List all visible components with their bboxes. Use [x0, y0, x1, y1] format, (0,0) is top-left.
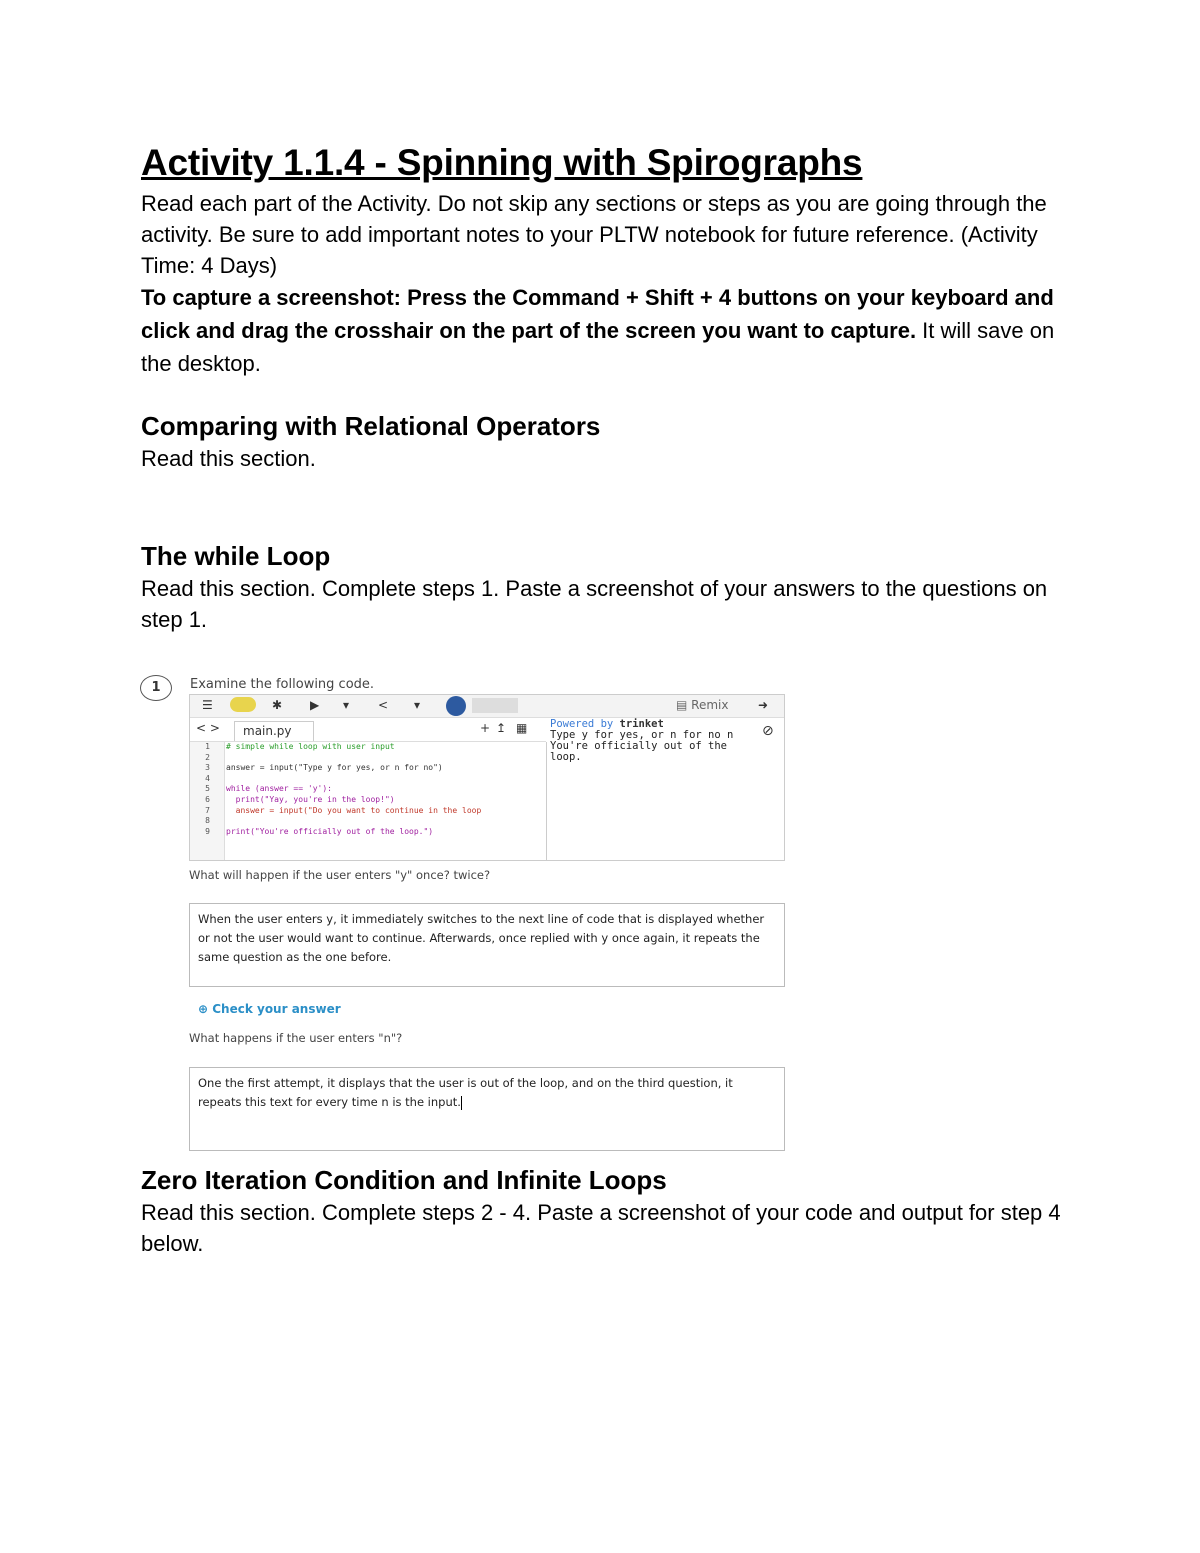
document-body-lower: [141, 1163, 1071, 1259]
section-text-zero-iteration: Read this section. Complete steps 2 - 4. Paste a screenshot of your code and output for step 4 below.: [141, 1200, 1061, 1256]
code-line: 4: [205, 773, 210, 783]
output-panel: [550, 719, 780, 763]
login-icon[interactable]: ➜: [758, 698, 769, 712]
screenshot-instructions-bold: To capture a screenshot: Press the Command + Shift + 4 buttons on your keyboard and click and drag the crosshair on the part of the screen you want to capture.: [141, 285, 1054, 343]
answer-1-textarea[interactable]: When the user enters y, it immediately switches to the next line of code that is displayed whether or not the user would want to continue. Afterwards, once replied with y once again, it repeats the same question as the one before.: [189, 903, 785, 987]
code-line: 9 print("You're officially out of the loop."): [205, 826, 434, 836]
section-text-relational: Read this section.: [141, 446, 316, 471]
upload-icon[interactable]: ↥: [496, 721, 507, 735]
text-cursor: [461, 1096, 462, 1110]
code-line: 3 answer = input("Type y for yes, or n for no"): [205, 763, 443, 773]
answer-2-text: One the first attempt, it displays that the user is out of the loop, and on the third question, it repeats this text for every time n is the input.: [198, 1076, 733, 1109]
question-1: What will happen if the user enters "y" once? twice?: [189, 868, 491, 882]
code-editor[interactable]: [190, 742, 547, 860]
section-heading-relational: Comparing with Relational Operators: [141, 411, 601, 441]
python-logo-icon[interactable]: [230, 697, 256, 712]
section-heading-while-loop: The while Loop: [141, 541, 331, 571]
screenshot-instructions: [141, 281, 1071, 380]
screenshot-instructions-tail: It will save on the desktop.: [141, 318, 1055, 376]
page-title: Activity 1.1.4 - Spinning with Spirographs: [141, 142, 863, 183]
bug-icon[interactable]: ✱: [272, 698, 283, 712]
file-tab-bar: [190, 718, 546, 742]
section-text-while-loop: Read this section. Complete steps 1. Paste a screenshot of your answers to the questions on step 1.: [141, 576, 1048, 632]
step-number-badge: 1: [140, 675, 172, 701]
chevron-down-icon[interactable]: ▾: [343, 698, 350, 712]
code-line: 8: [205, 816, 210, 826]
check-answer-label: Check your answer: [212, 1002, 341, 1016]
chevron-down-icon[interactable]: ▾: [414, 698, 421, 712]
code-line: 6 print("Yay, you're in the loop!"): [205, 795, 395, 804]
examine-text: Examine the following code.: [190, 677, 375, 692]
remix-label: Remix: [691, 698, 729, 712]
powered-by-label: Powered by: [550, 718, 614, 730]
editor-toolbar: [190, 695, 784, 718]
menu-icon[interactable]: ☰: [202, 698, 213, 712]
add-file-icon[interactable]: +: [480, 721, 491, 735]
check-answer-link[interactable]: ⊕ Check your answer: [198, 1002, 341, 1016]
toggle-switch[interactable]: [472, 698, 518, 713]
section-heading-zero-iteration: Zero Iteration Condition and Infinite Loops: [141, 1165, 667, 1195]
tab-main-py[interactable]: main.py: [234, 721, 314, 741]
trinket-logo: trinket: [619, 718, 664, 730]
intro-paragraph: Read each part of the Activity. Do not skip any sections or steps as you are going through the activity. Be sure to add important notes to your PLTW notebook for future reference. (Activity Time: 4 Days): [141, 191, 1047, 278]
clear-output-icon[interactable]: ⊘: [762, 723, 774, 739]
code-nav-icon[interactable]: < >: [196, 721, 220, 735]
share-icon[interactable]: <: [378, 698, 389, 712]
code-line: 5 while (answer == 'y'):: [205, 784, 332, 794]
run-icon[interactable]: ▶: [310, 698, 320, 712]
trinket-editor: [189, 694, 785, 861]
embedded-screenshot: [140, 672, 800, 1157]
accessibility-icon[interactable]: [446, 696, 466, 716]
code-line: 1 # simple while loop with user input: [205, 742, 395, 751]
output-text: Type y for yes, or n for no n You're officially out of the loop.: [550, 729, 734, 763]
image-icon[interactable]: ▦: [516, 721, 528, 735]
remix-button[interactable]: ▤ Remix: [676, 698, 729, 712]
answer-2-textarea[interactable]: [189, 1067, 785, 1151]
code-line: 7 answer = input("Do you want to continue in the loop: [205, 805, 482, 815]
document-body: [141, 140, 1071, 635]
code-line: 2: [205, 752, 210, 762]
question-2: What happens if the user enters "n"?: [189, 1031, 403, 1045]
